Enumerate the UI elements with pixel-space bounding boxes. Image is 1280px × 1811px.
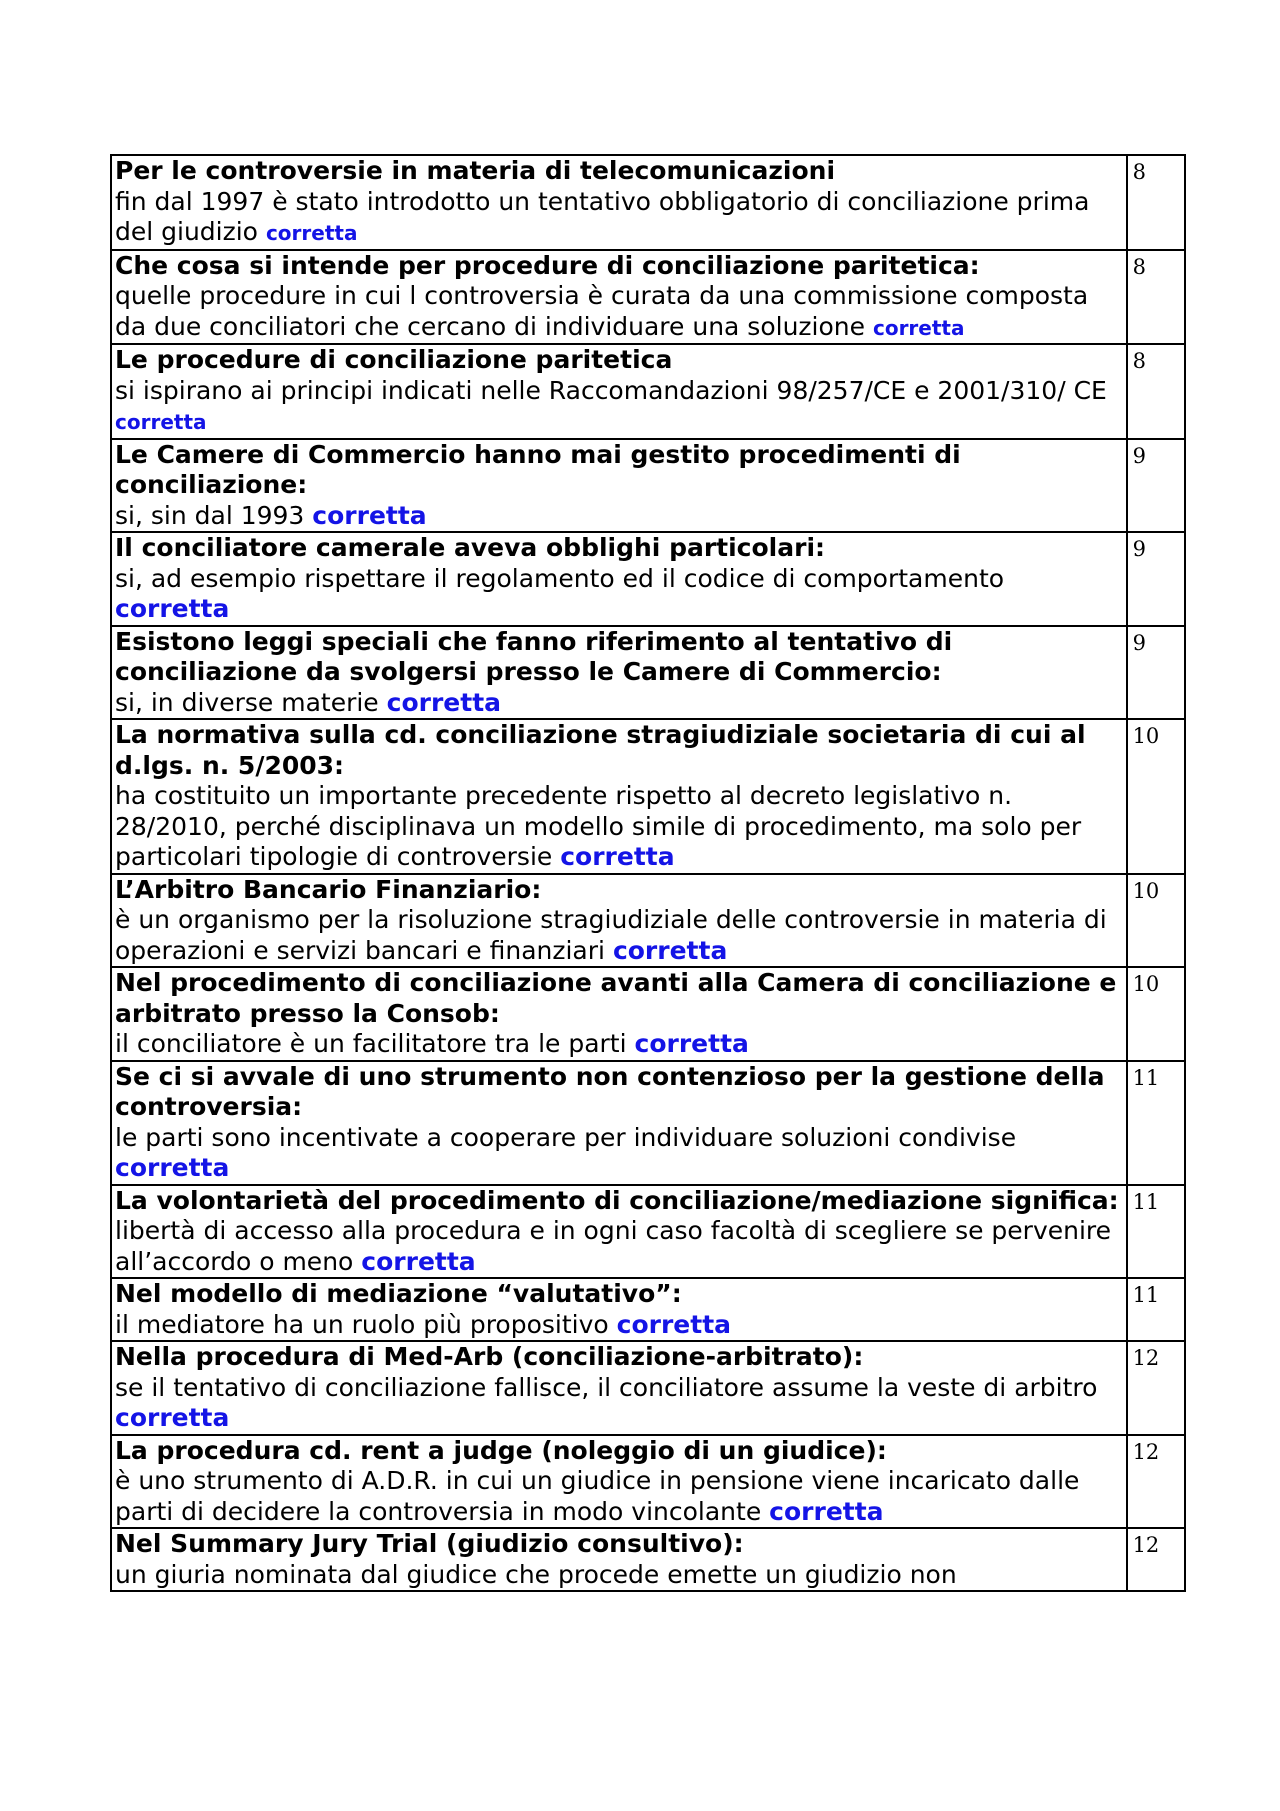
question-text: La volontarietà del procedimento di conciliazione/mediazione significa:	[115, 1185, 1119, 1215]
table-row	[111, 1528, 1185, 1591]
answer-text: si ispirano ai principi indicati nelle Raccomandazioni 98/257/CE e 2001/310/ CE	[115, 375, 1107, 405]
question-cell	[111, 1061, 1127, 1185]
answer-text: si, in diverse materie	[115, 687, 379, 717]
answer-text: ha costituito un importante precedente rispetto al decreto legislativo n. 28/2010, perché disciplinava un modello simile di procedimento, ma solo per particolari tipologie di controversie	[115, 781, 1082, 871]
correct-marker: corretta	[769, 1496, 884, 1526]
page-number: 12	[1127, 1435, 1185, 1529]
page-number: 11	[1127, 1061, 1185, 1185]
table-row	[111, 626, 1185, 720]
table-row	[111, 1185, 1185, 1279]
question-text: Nel modello di mediazione “valutativo”:	[115, 1279, 682, 1308]
page-number: 9	[1127, 532, 1185, 626]
page-number: 11	[1127, 1278, 1185, 1341]
correct-marker: corretta	[312, 500, 427, 530]
question-text: Se ci si avvale di uno strumento non contenzioso per la gestione della controversia:	[115, 1061, 1105, 1121]
question-text: La procedura cd. rent a judge (noleggio di un giudice):	[115, 1435, 887, 1465]
question-text: Le Camere di Commercio hanno mai gestito procedimenti di conciliazione:	[115, 439, 961, 499]
table-row	[111, 439, 1185, 533]
answer-text: quelle procedure in cui l controversia è curata da una commissione composta da due conciliatori che cercano di individuare una soluzione	[115, 281, 1089, 341]
question-cell	[111, 874, 1127, 968]
page-number: 10	[1127, 719, 1185, 874]
answer-text: si, sin dal 1993	[115, 500, 305, 530]
correct-marker: corretta	[386, 687, 502, 717]
table-row	[111, 1278, 1185, 1341]
question-text: Nel Summary Jury Trial (giudizio consultivo):	[115, 1529, 744, 1558]
question-cell	[111, 439, 1127, 533]
page-number: 10	[1127, 874, 1185, 968]
page-number: 8	[1127, 250, 1185, 345]
question-cell	[111, 1185, 1127, 1279]
question-cell	[111, 1278, 1127, 1341]
table-row	[111, 1061, 1185, 1185]
question-text: Il conciliatore camerale aveva obblighi particolari:	[115, 533, 826, 562]
correct-marker: corretta	[361, 1246, 476, 1276]
page-number: 9	[1127, 626, 1185, 720]
question-text: La normativa sulla cd. conciliazione stragiudiziale societaria di cui al d.lgs. n. 5/2003:	[115, 720, 1086, 780]
answer-text: fin dal 1997 è stato introdotto un tentativo obbligatorio di conciliazione prima del giudizio	[115, 186, 1090, 246]
answer-text: il conciliatore è un facilitatore tra le parti	[115, 1029, 627, 1058]
table-row	[111, 719, 1185, 874]
correct-marker: corretta	[115, 410, 207, 434]
answer-text: libertà di accesso alla procedura e in ogni caso facoltà di scegliere se pervenire all’accordo o meno	[115, 1216, 1112, 1276]
table-row	[111, 874, 1185, 968]
question-cell	[111, 532, 1127, 626]
correct-marker: corretta	[616, 1309, 732, 1339]
question-text: Che cosa si intende per procedure di conciliazione paritetica:	[115, 250, 980, 280]
question-cell	[111, 719, 1127, 874]
answer-text: il mediatore ha un ruolo più propositivo	[115, 1309, 609, 1339]
correct-marker: corretta	[115, 1153, 230, 1182]
question-cell	[111, 155, 1127, 250]
table-row	[111, 155, 1185, 250]
table-row	[111, 1435, 1185, 1529]
question-cell	[111, 344, 1127, 439]
question-cell	[111, 626, 1127, 720]
answer-text: si, ad esempio rispettare il regolamento ed il codice di comportamento	[115, 563, 1005, 593]
question-cell	[111, 250, 1127, 345]
correct-marker: corretta	[560, 842, 675, 871]
page-number: 12	[1127, 1341, 1185, 1435]
answer-text: le parti sono incentivate a cooperare per individuare soluzioni condivise	[115, 1122, 1017, 1152]
question-cell	[111, 967, 1127, 1061]
question-text: Nel procedimento di conciliazione avanti alla Camera di conciliazione e arbitrato presso la Consob:	[115, 968, 1117, 1028]
question-text: Le procedure di conciliazione paritetica	[115, 345, 673, 374]
answer-text: è un organismo per la risoluzione stragiudiziale delle controversie in materia di operazioni e servizi bancari e finanziari	[115, 905, 1107, 965]
correct-marker: corretta	[265, 221, 358, 245]
question-text: Nella procedura di Med-Arb (conciliazione-arbitrato):	[115, 1342, 864, 1371]
correct-marker: corretta	[634, 1029, 749, 1058]
correct-marker: corretta	[872, 315, 965, 340]
quiz-table	[110, 154, 1186, 1592]
table-row	[111, 344, 1185, 439]
answer-text: un giuria nominata dal giudice che procede emette un giudizio non	[115, 1559, 957, 1589]
answer-text: è uno strumento di A.D.R. in cui un giudice in pensione viene incaricato dalle parti di decidere la controversia in modo vincolante	[115, 1466, 1080, 1526]
page-number: 10	[1127, 967, 1185, 1061]
answer-text: se il tentativo di conciliazione fallisce, il conciliatore assume la veste di arbitro	[115, 1372, 1098, 1402]
correct-marker: corretta	[115, 1403, 230, 1432]
page-number: 9	[1127, 439, 1185, 533]
page-number: 11	[1127, 1185, 1185, 1279]
question-text: L’Arbitro Bancario Finanziario:	[115, 874, 542, 904]
page-number: 8	[1127, 155, 1185, 250]
question-text: Per le controversie in materia di telecomunicazioni	[115, 156, 836, 185]
table-row	[111, 532, 1185, 626]
correct-marker: corretta	[612, 935, 728, 965]
table-row	[111, 1341, 1185, 1435]
table-row	[111, 967, 1185, 1061]
question-text: Esistono leggi speciali che fanno riferimento al tentativo di conciliazione da svolgersi presso le Camere di Commercio:	[115, 626, 953, 686]
table-row	[111, 250, 1185, 345]
page-number: 8	[1127, 344, 1185, 439]
question-cell	[111, 1435, 1127, 1529]
question-cell	[111, 1341, 1127, 1435]
correct-marker: corretta	[115, 594, 230, 623]
page-number: 12	[1127, 1528, 1185, 1591]
question-cell	[111, 1528, 1127, 1591]
